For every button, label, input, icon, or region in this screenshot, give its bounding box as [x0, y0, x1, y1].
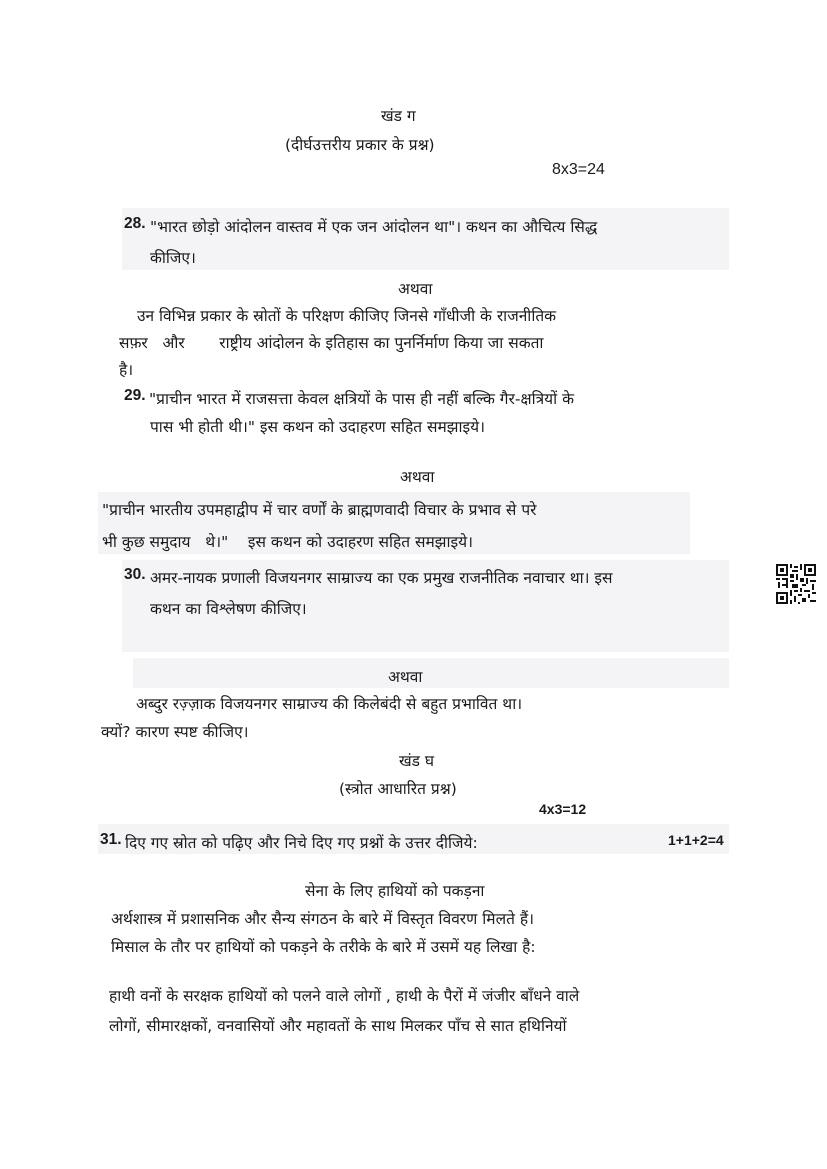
q30-alt-line1: अब्दुर रज़्ज़ाक विजयनगर साम्राज्य की किलेबंदी से बहुत प्रभावित था।	[136, 695, 523, 713]
q30-alt-line2: क्यों? कारण स्पष्ट कीजिए।	[101, 723, 249, 741]
source-title: सेना के लिए हाथियों को पकड़ना	[305, 882, 485, 900]
q31-text: दिए गए स्रोत को पढ़िए और निचे दिए गए प्रश्नों के उत्तर दीजिये:	[125, 834, 478, 852]
or3-highlight	[133, 658, 729, 688]
source-p1-line1: अर्थशास्त्र में प्रशासनिक और सैन्य संगठन के बारे में विस्तृत विवरण मिलते हैं।	[111, 910, 534, 928]
q30-line1: अमर-नायक प्रणाली विजयनगर साम्राज्य का एक प्रमुख राजनीतिक नवाचार था। इस	[150, 569, 613, 587]
q30-number: 30.	[124, 566, 146, 583]
source-p1-line2: मिसाल के तौर पर हाथियों को पकड़ने के तरीके के बारे में उसमें यह लिखा है:	[111, 938, 536, 956]
q29-line1: "प्राचीन भारत में राजसत्ता केवल क्षत्रियों के पास ही नहीं बल्कि गैर-क्षत्रियों के	[149, 390, 574, 408]
source-p2-line2: लोगों, सीमारक्षकों, वनवासियों और महावतों के साथ मिलकर पाँच से सात हथिनियों	[109, 1017, 567, 1035]
qr-code-icon	[776, 564, 816, 604]
section-c-marks: 8x3=24	[552, 161, 605, 178]
q29-number: 29.	[124, 387, 146, 404]
q31-number: 31.	[100, 831, 122, 848]
q29-alt-line2: भी कुछ समुदाय थे।" इस कथन को उदाहरण सहित समझाइये।	[102, 533, 473, 551]
q30-line2: कथन का विश्लेषण कीजिए।	[150, 600, 307, 618]
q28-alt-line2: सफ़र और राष्ट्रीय आंदोलन के इतिहास का पुनर्निर्माण किया जा सकता	[119, 334, 544, 352]
q28-line2: कीजिए।	[150, 249, 196, 267]
section-d-marks: 4x3=12	[539, 801, 587, 817]
q28-alt-line3: है।	[119, 361, 134, 379]
q28-alt-line1: उन विभिन्न प्रकार के स्रोतों के परिक्षण कीजिए जिनसे गाँधीजी के राजनीतिक	[137, 307, 557, 325]
or-label-1: अथवा	[398, 280, 433, 298]
q29-alt-line1: "प्राचीन भारतीय उपमहाद्वीप में चार वर्णों के ब्राह्मणवादी विचार के प्रभाव से परे	[102, 501, 537, 519]
q28-number: 28.	[124, 215, 146, 232]
or-label-2: अथवा	[400, 468, 435, 486]
section-d-title: खंड घ	[399, 752, 435, 770]
section-c-subtitle: (दीर्घउत्तरीय प्रकार के प्रश्न)	[285, 136, 435, 154]
q29-line2: पास भी होती थी।" इस कथन को उदाहरण सहित समझाइये।	[150, 418, 486, 436]
q31-marks: 1+1+2=4	[668, 832, 724, 848]
section-c-title: खंड ग	[381, 107, 416, 125]
section-d-subtitle: (स्त्रोत आधारित प्रश्न)	[339, 780, 457, 798]
q28-line1: "भारत छोड़ो आंदोलन वास्तव में एक जन आंदोलन था"। कथन का औचित्य सिद्ध	[150, 218, 598, 236]
or-label-3: अथवा	[388, 668, 423, 686]
source-p2-line1: हाथी वनों के सरक्षक हाथियों को पलने वाले लोगों , हाथी के पैरों में जंजीर बाँधने वाले	[109, 987, 580, 1005]
